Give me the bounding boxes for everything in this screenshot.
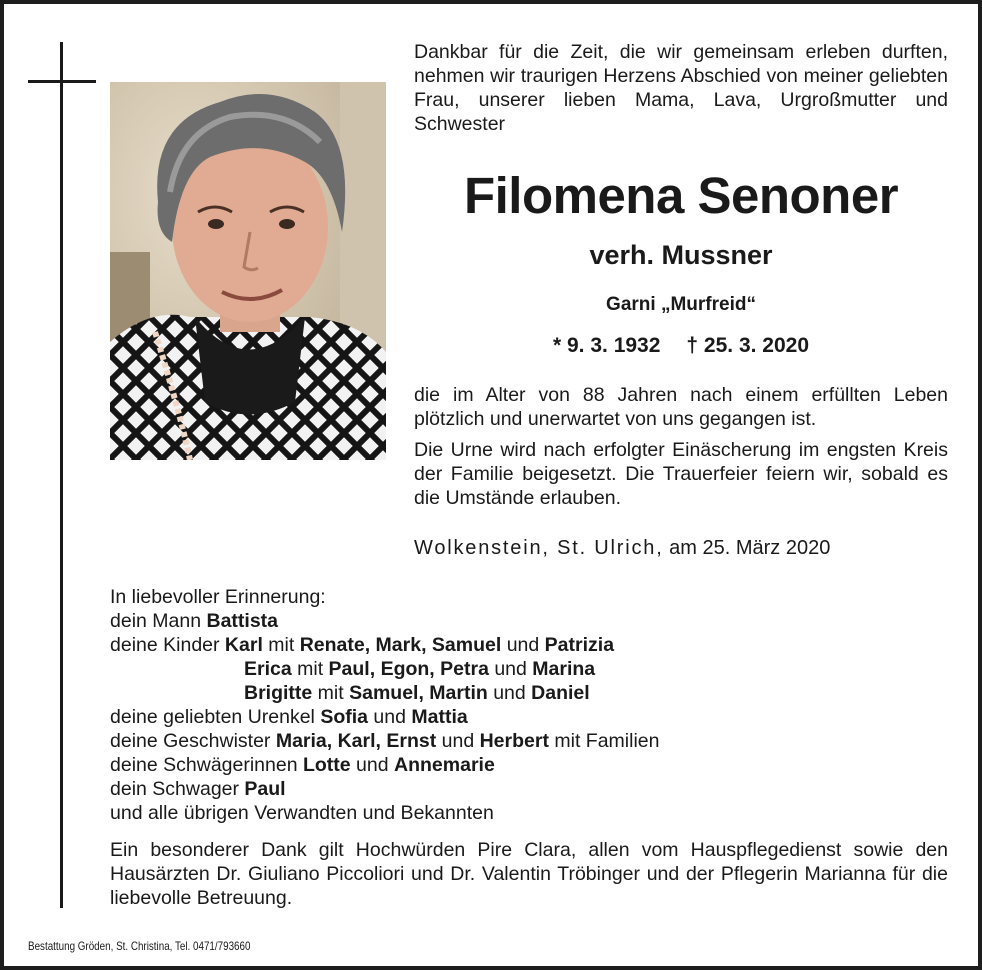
relation-label: deine geliebten Urenkel — [110, 706, 321, 728]
mourner-name: Paul — [244, 778, 286, 800]
mourner-row — [110, 633, 950, 657]
connector-text: und — [501, 634, 545, 656]
mourner-name: Mattia — [411, 706, 468, 728]
mourner-name: Paul, Egon, Petra — [328, 658, 489, 680]
mourner-row — [110, 681, 950, 705]
mourner-name: Marina — [532, 658, 596, 680]
funeral-home-footer: Bestattung Gröden, St. Christina, Tel. 0471/793660 — [28, 939, 251, 953]
mourner-name: Annemarie — [394, 754, 495, 776]
connector-text: und — [436, 730, 480, 752]
death-date: † 25. 3. 2020 — [686, 334, 810, 357]
mourner-name: Brigitte — [244, 682, 313, 704]
birth-date: * 9. 3. 1932 — [552, 334, 661, 357]
portrait-photo — [110, 82, 386, 460]
passing-paragraph: die im Alter von 88 Jahren nach einem erfüllten Leben plötzlich und unerwartet von uns gegangen ist. — [414, 384, 948, 430]
mourner-row — [110, 729, 950, 753]
mourner-name: Battista — [206, 610, 279, 632]
mourner-name: Daniel — [531, 682, 590, 704]
mourner-row — [110, 657, 950, 681]
connector-text: mit — [291, 658, 329, 680]
relation-label: deine Geschwister — [110, 730, 276, 752]
place-date — [414, 537, 948, 560]
mourner-name: Sofia — [320, 706, 368, 728]
mourner-name: Patrizia — [544, 634, 615, 656]
relation-label: deine Kinder — [110, 634, 225, 656]
business-name: Garni „Murfreid“ — [606, 294, 756, 315]
mourner-name: Karl — [224, 634, 263, 656]
funeral-paragraph: Die Urne wird nach erfolgter Einäscherung im engsten Kreis der Familie beigesetzt. Die Trauerfeier feiern wir, sobald es die Umstände erlauben. — [414, 439, 948, 509]
cross-horizontal — [28, 80, 96, 83]
life-dates — [414, 334, 948, 358]
connector-text: mit Familien — [548, 730, 660, 752]
married-name: verh. Mussner — [589, 240, 773, 270]
mourner-name: Herbert — [479, 730, 549, 752]
connector-text: und — [487, 682, 532, 704]
relation-label: dein Mann — [110, 610, 207, 632]
mourner-name: Erica — [244, 658, 292, 680]
place-name: Wolkenstein, St. Ulrich, — [414, 537, 664, 559]
mourner-row — [110, 777, 950, 801]
intro-text: Dankbar für die Zeit, die wir gemeinsam erleben durften, nehmen wir traurigen Herzens Abschied von meiner geliebten Frau, unserer lieben Mama, Lava, Urgroßmutter und Schwester — [414, 41, 948, 135]
cross-vertical — [60, 42, 63, 908]
mourner-row — [110, 753, 950, 777]
mourner-row — [110, 705, 950, 729]
connector-text: mit — [262, 634, 300, 656]
connector-text: und — [488, 658, 533, 680]
mourner-name: Renate, Mark, Samuel — [299, 634, 502, 656]
mourners-heading: In liebevoller Erinnerung: — [110, 586, 326, 608]
relation-label: deine Schwägerinnen — [110, 754, 303, 776]
mourner-name: Lotte — [302, 754, 351, 776]
relation-label: dein Schwager — [110, 778, 245, 800]
mourner-row — [110, 609, 950, 633]
thanks-paragraph: Ein besonderer Dank gilt Hochwürden Pire Clara, allen vom Hauspflegedienst sowie den Hausärzten Dr. Giuliano Piccoliori und Dr. Valentin Tröbinger und der Pflegerin Marianna für die liebevolle Betreuung. — [110, 839, 948, 909]
mourner-row: und alle übrigen Verwandten und Bekannten — [110, 802, 494, 824]
mourners-list — [110, 585, 950, 825]
connector-text: und — [368, 706, 412, 728]
date-text: am 25. März 2020 — [669, 537, 831, 559]
deceased-name: Filomena Senoner — [463, 167, 899, 224]
mourner-name: Maria, Karl, Ernst — [275, 730, 437, 752]
connector-text: und — [350, 754, 395, 776]
mourner-name: Samuel, Martin — [349, 682, 488, 704]
connector-text: mit — [312, 682, 350, 704]
